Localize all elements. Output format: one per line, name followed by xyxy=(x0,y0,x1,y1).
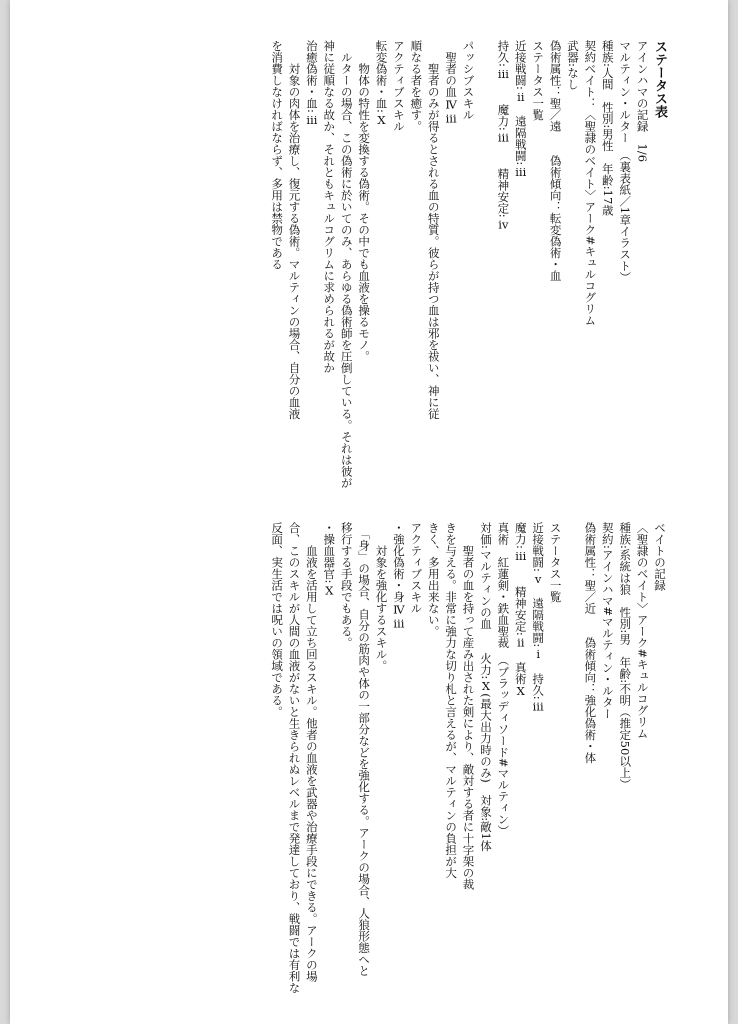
text-line: 治癒偽術・血:ⅲ xyxy=(304,40,319,127)
text-line: 「身」の場合、自分の筋肉や体の一部分などを強化する。アークの場合、人狼形態へと xyxy=(357,522,372,977)
text-line: 偽術属性：聖／遠 偽術傾向：転変偽術・血 xyxy=(548,40,563,282)
status-table-title: ステータス表 xyxy=(652,40,667,118)
text-line: ・操血器官:Ⅹ xyxy=(322,522,337,598)
text-line: 合、このスキルが人間の血液がないと生きられぬレベルまで発達しており、戦闘では有利な xyxy=(287,522,302,994)
text-line: きを与える。非常に強力な切り札と言えるが、マルティンの負担が大 xyxy=(444,522,459,879)
text-line: 〈聖隷のベイト〉アーク#キュルコグリム xyxy=(635,522,650,739)
text-line: 近接戦闘:ⅱ 遠隔戦闘:ⅲ xyxy=(513,40,528,180)
text-line: ベイトの記録 xyxy=(653,522,667,591)
text-line: アインハマの記録 1/6 xyxy=(635,40,650,163)
text-line: 聖者の血Ⅳⅲ xyxy=(444,40,459,126)
blank-line xyxy=(477,40,494,510)
text-line: 魔力:ⅲ 精神安定:ⅱ 真術Ⅹ xyxy=(513,522,528,699)
text-line: アクティブスキル xyxy=(391,40,406,132)
text-line: 対象の肉体を治療し、復元する偽術。マルティンの場合、自分の血液 xyxy=(287,40,302,420)
text-line: 真術 紅蓮剣・鉄血聖裁 （ブラッディソード#マルティン） xyxy=(496,522,511,837)
text-line: 反面、実生活では呪いの領域である。 xyxy=(270,522,285,718)
text-line: 対象を強化するスキル。 xyxy=(374,522,389,672)
text-line: 聖者の血を持って産み出された剣により、敵対する者に十字架の裁 xyxy=(461,522,476,890)
text-line: 持久:ⅲ 魔力:ⅲ 精神安定:ⅳ xyxy=(496,40,511,232)
text-line: 偽術属性：聖／近 偽術傾向：強化偽術・体 xyxy=(583,522,598,764)
text-line: 聖者のみが得るとされる血の特質。彼らが持つ血は邪を祓い、神に従 xyxy=(426,40,441,420)
text-line: マルティン・ルター （裏表紙／1章イラスト） xyxy=(618,40,633,284)
text-line: を消費しなければならず、多用は禁物である xyxy=(270,40,285,270)
text-line: 順なる者を癒す。 xyxy=(409,40,424,132)
text-line: 神に従順なる故か、それともキュルコグリムに求められるが故か xyxy=(322,40,337,374)
text-line: 物体の特性を変換する偽術。その中でも血液を操るモノ。 xyxy=(357,40,372,362)
text-line: ルターの場合、この偽術に於いてのみ、あらゆる偽術師を圧倒している。それは彼が xyxy=(339,40,354,489)
blank-line xyxy=(564,522,581,992)
text-line: 対価:マルティンの血 火力:Ⅹ(最大出力時のみ) 対象:敵1体 xyxy=(478,522,493,852)
text-line: アクティブスキル xyxy=(409,522,424,614)
text-line: ステータス一覧 xyxy=(548,522,563,603)
text-line: 種族:人間 性別:男性 年齢:17歳 xyxy=(600,40,615,216)
text-line: 血液を活用して立ち回るスキル。他者の血液を武器や治療手段にできる。アークの場 xyxy=(304,522,319,982)
document-page xyxy=(10,0,728,1024)
text-line: ステータス一覧 xyxy=(531,40,546,121)
text-line: 武器:なし xyxy=(565,40,580,90)
text-line: 転変偽術・血:Ⅹ xyxy=(374,40,389,127)
text-line: きく、多用出来ない。 xyxy=(426,522,441,637)
text-line: 近接戦闘:ⅴ 遠隔戦闘:ⅰ 持久:ⅲ xyxy=(531,522,546,714)
text-line: パッシブスキル xyxy=(461,40,476,121)
status-table-section xyxy=(268,40,668,510)
text-line: 契約:アインハマ#マルティン・ルター xyxy=(600,522,615,720)
text-line: 契約ベイト：〈聖隷のベイト〉アーク#キュルコグリム xyxy=(583,40,598,326)
bait-record-section xyxy=(268,522,668,992)
text-line: ・強化偽術・身Ⅳⅲ xyxy=(391,522,406,631)
text-line: 種族:系統は狼 性別:男 年齢:不明（推定50以上） xyxy=(618,522,633,790)
text-line: 移行する手段でもある。 xyxy=(339,522,354,649)
